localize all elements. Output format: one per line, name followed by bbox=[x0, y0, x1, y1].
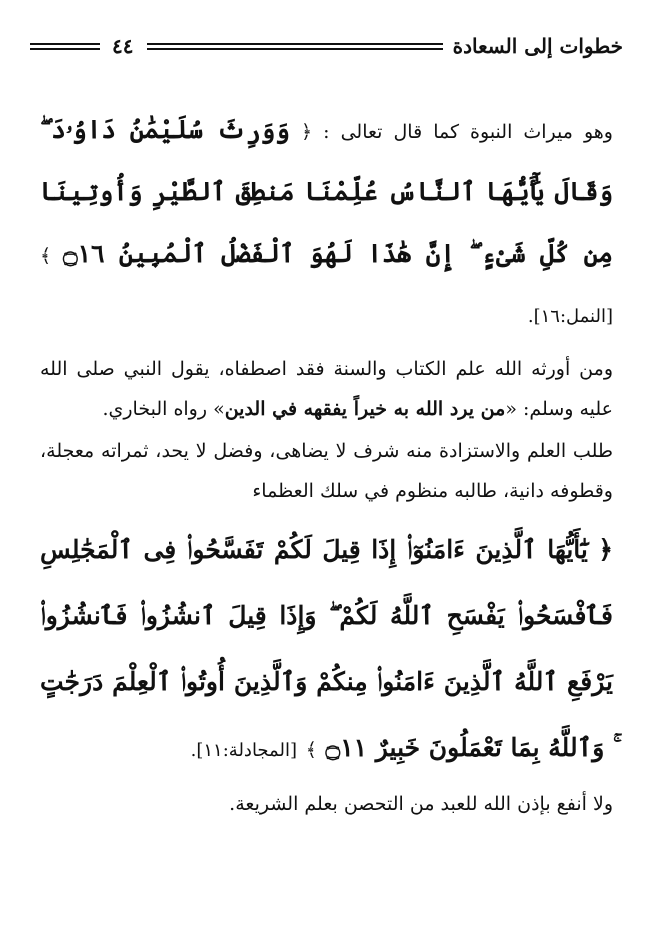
verse-reference-mujadila: [المجادلة:١١]. bbox=[190, 740, 297, 761]
hadith-text: من يرد الله به خيراً يفقهه في الدين bbox=[224, 398, 506, 420]
paragraph-knowledge bbox=[40, 431, 613, 511]
verse-close-bracket-2: ﴾ bbox=[305, 739, 317, 761]
paragraph-closing bbox=[40, 784, 613, 824]
header-short-rule bbox=[30, 43, 100, 50]
paragraph-quran-mujadila bbox=[40, 517, 613, 784]
book-title: خطوات إلى السعادة bbox=[452, 34, 623, 58]
quran-verse-naml: وَوَرِثَ سُلَيْمَٰنُ دَاوُۥدَ ۖ وَقَالَ يَٰٓأَيُّهَا ٱلنَّاسُ عُلِّمْنَا مَنطِقَ ٱلطَّيْرِ وَأُوتِينَا مِن كُلِّ شَىْءٍ ۖ إِنَّ هَٰذَا لَهُوَ ٱلْفَضْلُ ٱلْمُبِينُ ۝١٦ bbox=[40, 115, 613, 268]
verse-reference-naml: [النمل:١٦]. bbox=[527, 306, 613, 327]
intro-text: وهو ميراث النبوة كما قال تعالى : ﴿ bbox=[301, 121, 613, 143]
hadith-source: » رواه البخاري. bbox=[102, 398, 225, 420]
paragraph-hadith bbox=[40, 349, 613, 429]
page-content bbox=[40, 100, 613, 826]
header-double-rule bbox=[147, 43, 442, 50]
verse-open-bracket: ﴿ bbox=[598, 535, 613, 564]
page-header bbox=[30, 26, 623, 66]
closing-text: ولا أنفع بإذن الله للعبد من التحصن بعلم الشريعة. bbox=[229, 793, 613, 815]
knowledge-text: طلب العلم والاستزادة منه شرف لا يضاهى، وفضل لا يحد، ثمراته معجلة، وقطوفه دانية، طالبه منظوم في سلك العظماء bbox=[40, 440, 613, 502]
page-number: ٤٤ bbox=[112, 34, 134, 58]
quran-verse-mujadila: يَٰٓأَيُّهَا ٱلَّذِينَ ءَامَنُوٓا۟ إِذَا قِيلَ لَكُمْ تَفَسَّحُوا۟ فِى ٱلْمَجَٰلِسِ فَٱفْسَحُوا۟ يَفْسَحِ ٱللَّهُ لَكُمْ ۖ وَإِذَا قِيلَ ٱنشُزُوا۟ فَٱنشُزُوا۟ يَرْفَعِ ٱللَّهُ ٱلَّذِينَ ءَامَنُوا۟ مِنكُمْ وَٱلَّذِينَ أُوتُوا۟ ٱلْعِلْمَ دَرَجَٰتٍ ۚ وَٱللَّهُ بِمَا تَعْمَلُونَ خَبِيرٌ ۝١١ bbox=[40, 535, 613, 762]
verse-close-bracket: ﴾ bbox=[40, 245, 52, 267]
hadith-intro: ومن أورثه الله علم الكتاب والسنة فقد اصطفاه، يقول النبي صلى الله عليه وسلم: « bbox=[40, 358, 613, 420]
paragraph-quran-naml bbox=[40, 100, 613, 347]
